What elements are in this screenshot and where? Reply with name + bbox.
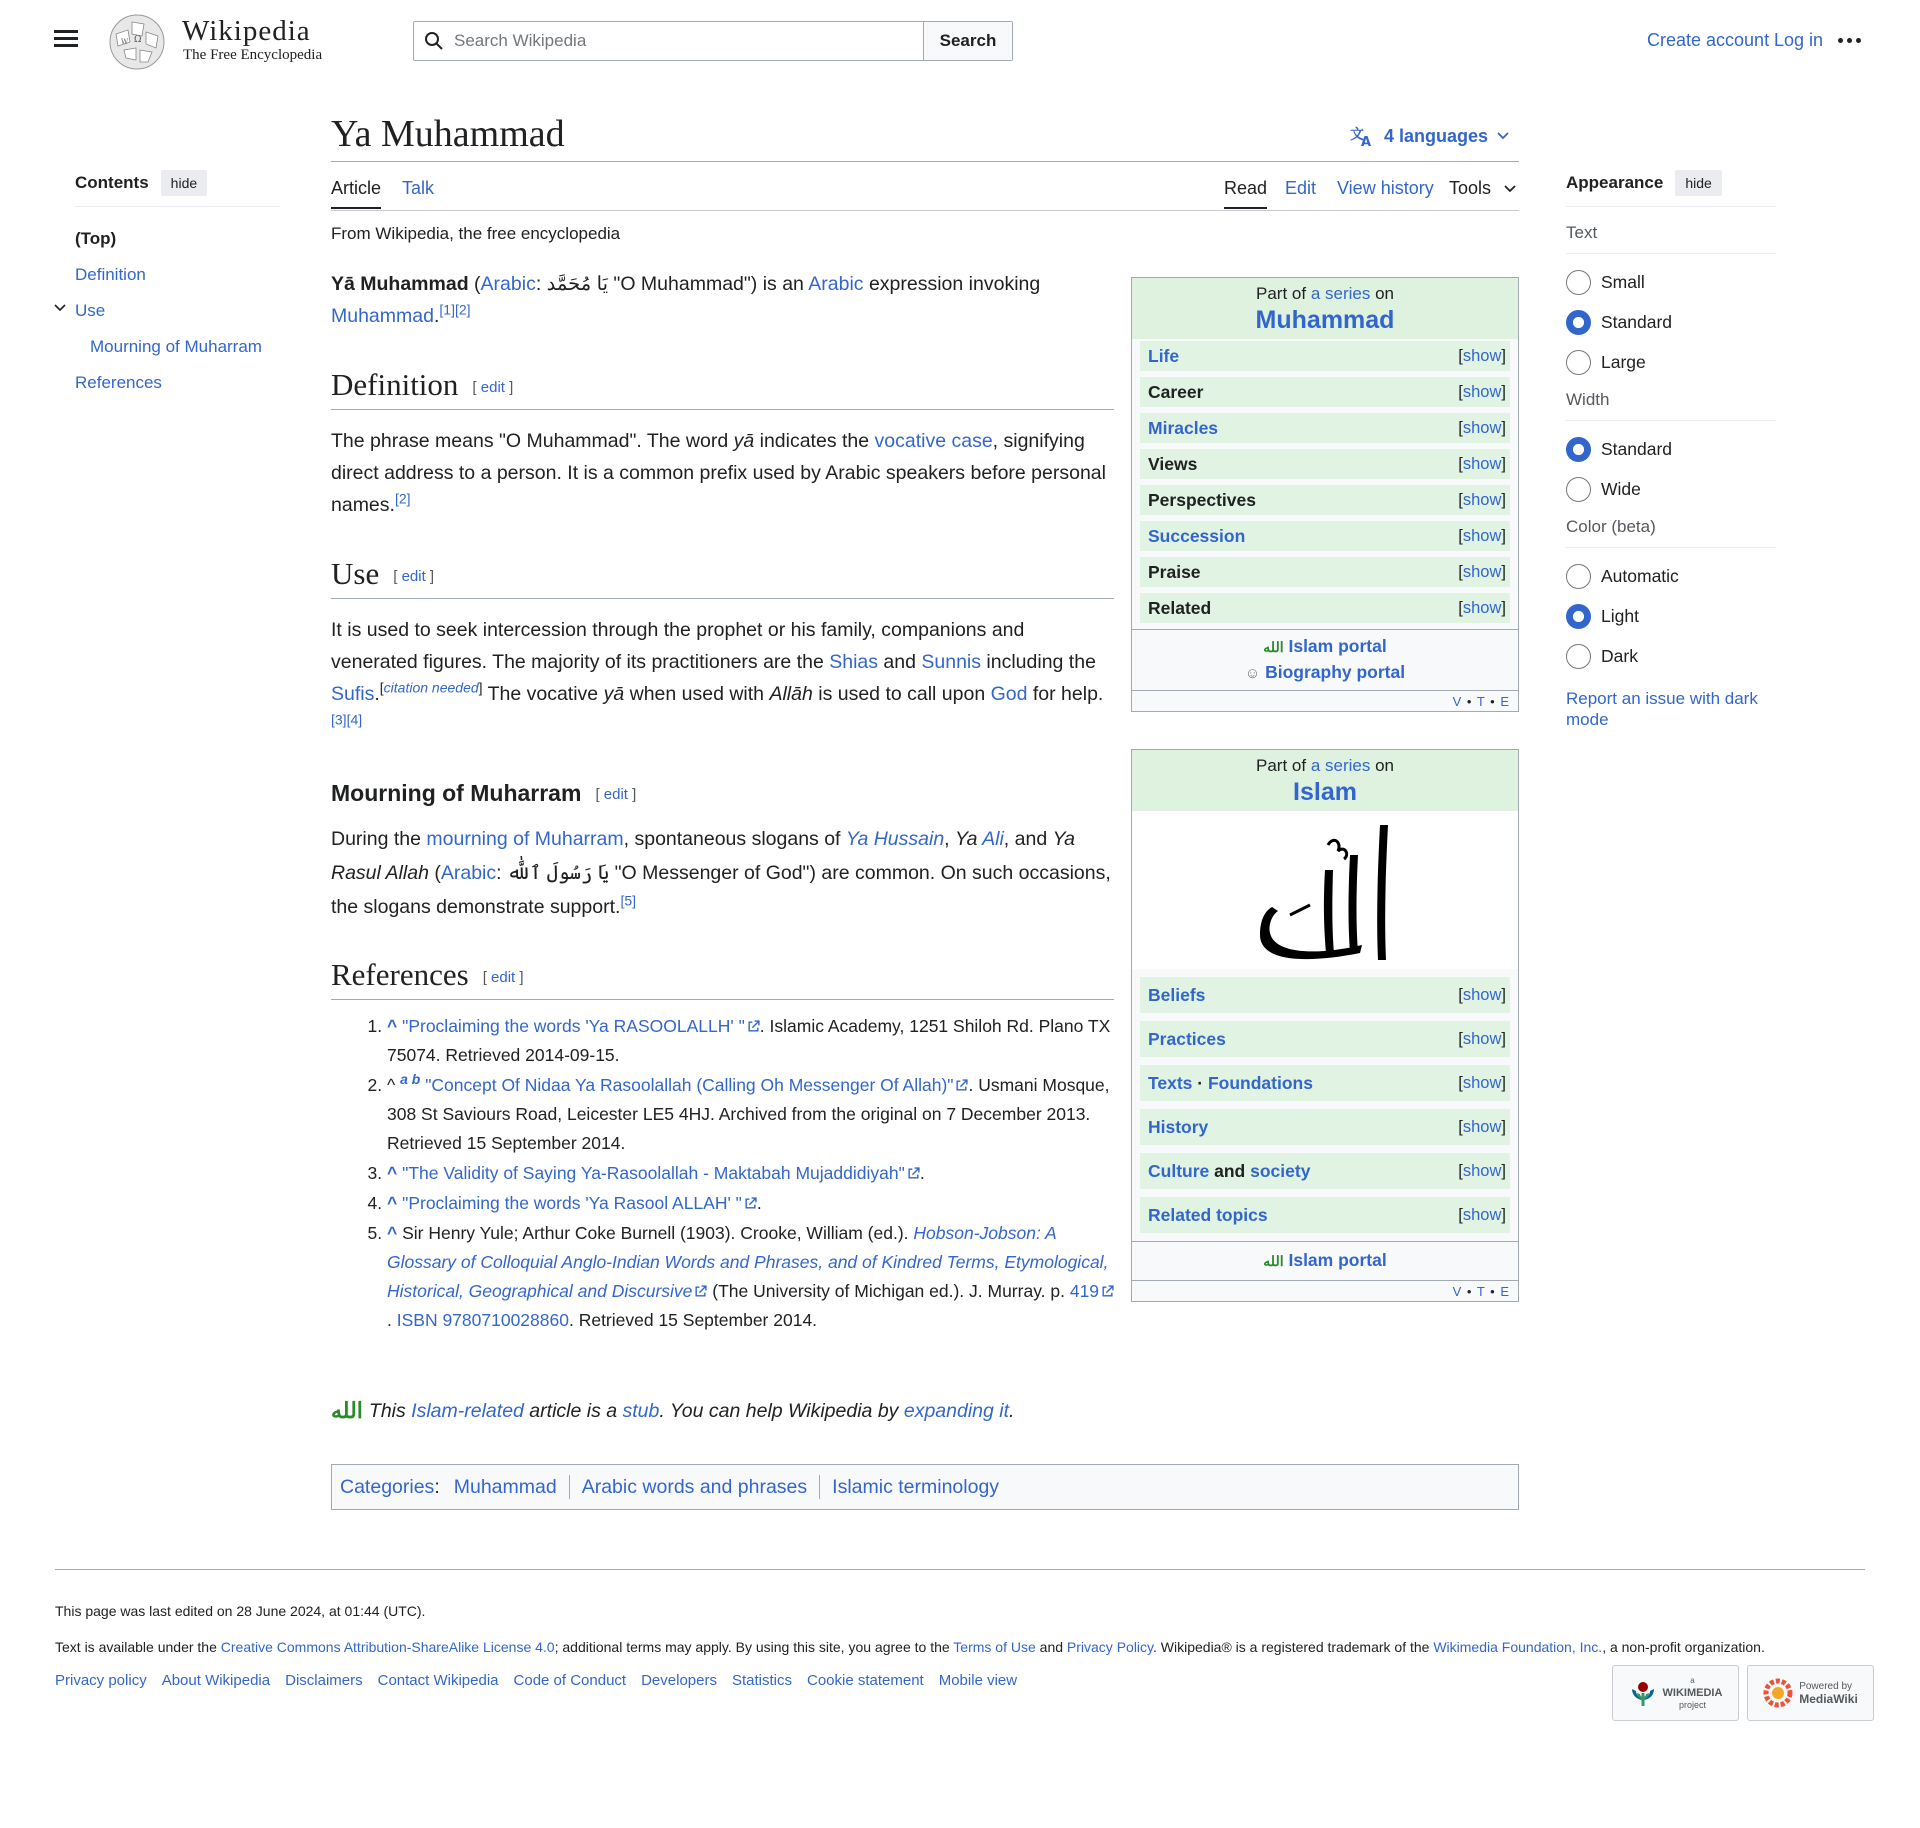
expanding-it-link[interactable]: expanding it xyxy=(903,1399,1010,1422)
talk-template-link[interactable]: T xyxy=(1476,694,1486,709)
powered-by-mediawiki-badge[interactable] xyxy=(1747,1665,1874,1721)
mediawiki-logo-icon xyxy=(1763,1678,1793,1708)
link-mourning-of-muharram[interactable]: mourning of Muharram xyxy=(426,828,624,850)
footer-link[interactable]: Disclaimers xyxy=(285,1672,363,1689)
reference-link[interactable]: "The Validity of Saying Ya-Rasoolallah - Maktabah Mujaddidiyah" xyxy=(402,1163,905,1183)
infobox-row[interactable]: Succession [show] xyxy=(1140,521,1510,551)
svg-text:W: W xyxy=(121,38,129,46)
backlink-caret[interactable]: ^ xyxy=(387,1016,398,1036)
privacy-policy-link[interactable]: Privacy Policy xyxy=(1066,1639,1153,1655)
text: when used with xyxy=(624,683,770,705)
heading-text: Use xyxy=(331,556,380,591)
svg-text:A: A xyxy=(1361,135,1372,147)
text: . xyxy=(919,1163,925,1183)
page-title: Ya Muhammad xyxy=(331,113,565,155)
svg-text:Ω: Ω xyxy=(134,35,142,45)
islam-portal-link[interactable]: Islam portal xyxy=(1288,1250,1387,1270)
toc-item-references[interactable] xyxy=(75,365,280,401)
text: The vocative xyxy=(482,683,604,705)
text: Powered by xyxy=(1799,1681,1853,1692)
heading-text: References xyxy=(331,957,469,992)
backlink-caret[interactable]: ^ xyxy=(387,1223,398,1243)
infobox-header xyxy=(1132,750,1518,811)
show-toggle[interactable]: show xyxy=(1462,1029,1502,1048)
row-label-texts[interactable]: Texts xyxy=(1148,1072,1193,1093)
toc-item-use[interactable] xyxy=(75,293,280,329)
backlink-letters[interactable]: a b xyxy=(400,1071,421,1088)
search-icon xyxy=(414,22,454,60)
row-label-foundations[interactable]: Foundations xyxy=(1207,1072,1313,1093)
show-toggle[interactable]: show xyxy=(1462,346,1502,365)
citation-link[interactable]: [2] xyxy=(394,490,411,507)
stub-link[interactable]: stub xyxy=(622,1399,660,1422)
show-toggle[interactable]: show xyxy=(1462,526,1502,545)
last-edited: This page was last edited on 28 June 2024, at 01:44 (UTC). xyxy=(55,1603,426,1619)
infobox-row[interactable]: Career [show] xyxy=(1140,377,1510,407)
toc-item-muharram[interactable] xyxy=(75,329,280,365)
log-in-link[interactable]: Log in xyxy=(1774,30,1824,50)
section-heading-use: Use [ edit ] xyxy=(331,556,1114,599)
text: : يَا رَسُولَ ٱللَّٰه "O Messenger of God") are common. On such occasions, the slogans demonstrate support. xyxy=(331,862,1111,918)
text: expression invoking xyxy=(863,273,1041,295)
link-arabic[interactable]: Arabic xyxy=(480,273,536,295)
wikipedia-wordmark[interactable]: Wikipedia xyxy=(182,15,311,47)
external-link-icon xyxy=(955,1079,968,1092)
toc-link-references[interactable]: References xyxy=(75,373,162,392)
terms-link[interactable]: Terms of Use xyxy=(953,1639,1036,1655)
footer-link[interactable]: Privacy policy xyxy=(55,1672,147,1689)
isbn-link[interactable]: ISBN 9780710028860 xyxy=(396,1310,569,1330)
main-menu-button[interactable] xyxy=(52,26,80,54)
section-heading-definition: Definition [ edit ] xyxy=(331,367,1114,410)
link-ali[interactable]: Ali xyxy=(982,828,1004,850)
text: , spontaneous slogans of xyxy=(623,828,846,850)
infobox-row[interactable]: Related topics [show] xyxy=(1140,1197,1510,1233)
languages-label[interactable]: 4 languages xyxy=(1384,125,1489,146)
portal-links xyxy=(1132,1241,1518,1280)
wikimedia-project-badge[interactable] xyxy=(1612,1665,1739,1721)
radio-circle-selected[interactable] xyxy=(1566,437,1591,462)
tab-talk[interactable]: Talk xyxy=(402,178,435,198)
row-label[interactable]: Miracles xyxy=(1148,417,1219,438)
row-label[interactable]: Practices xyxy=(1148,1028,1226,1049)
infobox-row[interactable]: Related [show] xyxy=(1140,593,1510,623)
infobox-row[interactable]: Praise [show] xyxy=(1140,557,1510,587)
license-text xyxy=(55,1639,1885,1655)
text: Part of xyxy=(1256,756,1311,775)
text: , signifying direct address to a person. It is a common prefix used by Arabic speakers before personal names. xyxy=(331,430,1106,516)
report-dark-mode-link[interactable]: Report an issue with dark mode xyxy=(1566,689,1758,729)
radio-circle[interactable] xyxy=(1566,350,1591,375)
heading-text: Definition xyxy=(331,367,459,402)
show-toggle[interactable]: show xyxy=(1462,418,1502,437)
toc-item-top[interactable]: (Top) xyxy=(75,229,117,248)
toc-title: Contents xyxy=(75,173,149,192)
footer-link[interactable]: About Wikipedia xyxy=(161,1672,271,1689)
more-options-icon[interactable] xyxy=(1838,30,1868,50)
footer-link[interactable]: Developers xyxy=(641,1672,717,1689)
text: . xyxy=(433,305,440,327)
text: yā xyxy=(603,683,625,705)
portrait-icon: ☺ xyxy=(1244,665,1261,682)
external-link-icon xyxy=(907,1167,920,1180)
citation-link[interactable]: [1][2] xyxy=(439,301,471,318)
category-link[interactable]: Muhammad xyxy=(453,1475,557,1498)
reference-link[interactable]: Hobson-Jobson: A Glossary of Colloquial Anglo-Indian Words and Phrases, and of Kindred Terms, Etymological, Historical, Geographical and Discursive xyxy=(387,1223,1109,1301)
radio-label: Automatic xyxy=(1601,565,1679,586)
definition-paragraph xyxy=(331,425,1116,521)
link-sufis[interactable]: Sufis xyxy=(331,683,375,705)
infobox-row[interactable]: Culture and society [show] xyxy=(1140,1153,1510,1189)
tools-label[interactable]: Tools xyxy=(1449,178,1492,198)
row-label: Related xyxy=(1148,597,1212,618)
text: . xyxy=(387,1310,397,1330)
show-toggle[interactable]: show xyxy=(1462,985,1502,1004)
footer-divider xyxy=(55,1569,1865,1570)
series-link[interactable]: a series xyxy=(1310,284,1371,303)
show-toggle[interactable]: show xyxy=(1462,490,1502,509)
tab-view-history[interactable]: View history xyxy=(1337,178,1434,198)
link-god[interactable]: God xyxy=(990,683,1028,705)
show-toggle[interactable]: show xyxy=(1462,1161,1502,1180)
text: and xyxy=(878,651,922,673)
stub-notice xyxy=(331,1398,1014,1424)
series-subject-link[interactable]: Islam xyxy=(1293,778,1357,806)
text: . Usmani Mosque, 308 St Saviours Road, Leicester LE5 4HJ. Archived from the original on 7 December 2013. Retrieved 15 September 2014. xyxy=(387,1075,1110,1153)
text: . Wikipedia® is a registered trademark of the xyxy=(1153,1639,1434,1655)
text: Ya Rasul Allah xyxy=(331,828,1075,884)
series-subject-link[interactable]: Muhammad xyxy=(1255,306,1395,334)
link-vocative-case[interactable]: vocative case xyxy=(874,430,993,452)
infobox-row[interactable]: Practices [show] xyxy=(1140,1021,1510,1057)
text: ( xyxy=(428,862,441,884)
wikipedia-tagline: The Free Encyclopedia xyxy=(183,47,323,63)
tools-menu[interactable] xyxy=(1449,178,1517,207)
create-account-link[interactable]: Create account xyxy=(1647,30,1770,50)
language-selector[interactable] xyxy=(1350,125,1510,147)
radio-circle[interactable] xyxy=(1566,644,1591,669)
row-label: Views xyxy=(1148,453,1198,474)
text: on xyxy=(1370,284,1394,303)
lead-bold-term: Yā Muhammad xyxy=(331,273,469,295)
show-toggle[interactable]: show xyxy=(1462,1205,1502,1224)
row-label[interactable]: Related topics xyxy=(1148,1204,1268,1225)
view-template-link[interactable]: V xyxy=(1452,1284,1463,1299)
navbox-vte: V • T • E xyxy=(1132,1280,1518,1301)
page-link[interactable]: 419 xyxy=(1069,1281,1100,1301)
text: for help. xyxy=(1027,683,1104,705)
text: ; additional terms may apply. By using this site, you agree to the xyxy=(554,1639,954,1655)
edit-section-link[interactable]: edit xyxy=(603,786,628,804)
backlink-caret[interactable]: ^ xyxy=(387,1193,398,1213)
text: Text is available under the xyxy=(55,1639,221,1655)
show-toggle[interactable]: show xyxy=(1462,562,1502,581)
text: (The University of Michigan ed.). J. Murray. p. xyxy=(707,1281,1070,1301)
edit-section-link[interactable]: edit xyxy=(480,379,505,397)
text: During the xyxy=(331,828,427,850)
text: Allāh xyxy=(769,683,813,705)
radio-label: Wide xyxy=(1601,478,1641,499)
radio-circle[interactable] xyxy=(1566,564,1591,589)
infobox-row[interactable]: Perspectives [show] xyxy=(1140,485,1510,515)
wikimedia-logo-icon xyxy=(1629,1679,1657,1707)
footer-links xyxy=(55,1672,1017,1689)
edit-section-link[interactable]: edit xyxy=(401,568,426,586)
appearance-panel xyxy=(1566,170,1776,730)
edit-template-link[interactable]: E xyxy=(1500,1284,1510,1299)
text: , a non-profit organization. xyxy=(1602,1639,1765,1655)
infobox-row[interactable]: Beliefs [show] xyxy=(1140,977,1510,1013)
radio-circle[interactable] xyxy=(1566,477,1591,502)
row-label[interactable]: Succession xyxy=(1148,525,1246,546)
radio-label: Standard xyxy=(1601,311,1673,332)
text: . Retrieved 15 September 2014. xyxy=(568,1310,818,1330)
text: . You can help Wikipedia by xyxy=(659,1399,904,1422)
text: and xyxy=(1214,1160,1246,1181)
text: is used to call upon xyxy=(812,683,991,705)
text: indicates the xyxy=(754,430,875,452)
view-template-link[interactable]: V xyxy=(1452,694,1463,709)
text: project xyxy=(1678,1700,1706,1710)
text-size-label: Text xyxy=(1566,223,1776,254)
text: ( xyxy=(468,273,481,295)
appearance-title: Appearance xyxy=(1566,173,1664,192)
series-link[interactable]: a series xyxy=(1310,756,1371,775)
link-sunnis[interactable]: Sunnis xyxy=(921,651,981,673)
external-link-icon xyxy=(1101,1285,1114,1298)
link-arabic[interactable]: Arabic xyxy=(440,862,497,884)
reference-item xyxy=(387,1219,1117,1335)
text: , and xyxy=(1003,828,1053,850)
footer-link[interactable]: Mobile view xyxy=(938,1672,1018,1689)
infobox-row[interactable]: Views [show] xyxy=(1140,449,1510,479)
row-label[interactable]: History xyxy=(1148,1116,1209,1137)
license-link[interactable]: Creative Commons Attribution-ShareAlike License 4.0 xyxy=(220,1639,555,1655)
tab-article[interactable]: Article xyxy=(331,178,381,209)
external-link-icon xyxy=(694,1285,707,1298)
infobox-islam-series xyxy=(1131,749,1519,1302)
text: Ya xyxy=(955,828,983,850)
backlink-caret[interactable]: ^ xyxy=(387,1163,398,1183)
search-box xyxy=(413,21,1013,61)
text: It is used to seek intercession through the prophet or his family, companions and venerated figures. The majority of its practitioners are the xyxy=(331,619,1025,673)
reference-link[interactable]: "Concept Of Nidaa Ya Rasoolallah (Calling Oh Messenger Of Allah)" xyxy=(425,1075,954,1095)
tab-read[interactable]: Read xyxy=(1224,178,1267,209)
radio-text-small[interactable] xyxy=(1566,262,1776,302)
text: and xyxy=(1035,1639,1067,1655)
row-label: Career xyxy=(1148,381,1204,402)
radio-color-automatic[interactable] xyxy=(1566,556,1776,596)
link-ya-hussain[interactable]: Ya Hussain xyxy=(845,828,945,850)
site-subtitle: From Wikipedia, the free encyclopedia xyxy=(331,224,621,243)
radio-width-standard[interactable] xyxy=(1566,429,1776,469)
link-arabic-language[interactable]: Arabic xyxy=(808,273,864,295)
reference-item xyxy=(387,1159,1117,1188)
citation-needed-link[interactable]: citation needed xyxy=(383,679,479,696)
allah-calligraphy-image xyxy=(1132,811,1518,969)
radio-text-large[interactable] xyxy=(1566,342,1776,382)
row-label[interactable]: Life xyxy=(1148,345,1180,366)
footer-link[interactable]: Cookie statement xyxy=(806,1672,924,1689)
category-link[interactable]: Islamic terminology xyxy=(832,1475,1000,1498)
biography-portal-link[interactable]: Biography portal xyxy=(1265,662,1406,682)
toc-item-definition[interactable] xyxy=(75,257,280,293)
radio-color-dark[interactable] xyxy=(1566,636,1776,676)
toc-hide-button[interactable]: hide xyxy=(161,170,207,196)
show-toggle[interactable]: show xyxy=(1462,454,1502,473)
infobox-row[interactable]: Life [show] xyxy=(1140,341,1510,371)
portal-links xyxy=(1132,629,1518,690)
text: . xyxy=(756,1193,762,1213)
reference-item xyxy=(387,1012,1117,1070)
chevron-down-icon xyxy=(1503,184,1517,194)
text: WIKIMEDIA xyxy=(1662,1687,1723,1699)
text: on xyxy=(1370,756,1394,775)
row-label-society[interactable]: society xyxy=(1250,1160,1311,1181)
tab-edit[interactable]: Edit xyxy=(1285,178,1317,198)
row-label[interactable]: Beliefs xyxy=(1148,984,1206,1005)
translate-icon xyxy=(1350,125,1376,147)
radio-label: Small xyxy=(1601,271,1645,292)
chevron-down-icon[interactable] xyxy=(53,303,67,313)
islam-related-link[interactable]: Islam-related xyxy=(411,1399,524,1422)
row-label-culture[interactable]: Culture xyxy=(1148,1160,1210,1181)
radio-circle-selected[interactable] xyxy=(1566,310,1591,335)
text: The phrase means "O Muhammad". The word xyxy=(331,430,734,452)
text: . xyxy=(374,683,380,705)
allah-calligraphy-icon: الله xyxy=(1263,1253,1284,1269)
tabs-divider xyxy=(331,210,1519,211)
link-shias[interactable]: Shias xyxy=(829,651,878,673)
use-paragraph: It is used to seek intercession through the prophet or his family, companions and venerated figures. The majority of its practitioners are the Shias and Sunnis including the Sufis.[citation needed] The vocative yā when used with Allāh is used to call upon God for help.[3][4] xyxy=(331,619,1104,728)
search-button[interactable]: Search xyxy=(923,22,1012,60)
radio-text-standard[interactable] xyxy=(1566,302,1776,342)
radio-label: Large xyxy=(1601,351,1646,372)
text: Sir Henry Yule; Arthur Coke Burnell (1903). Crooke, William (ed.). xyxy=(402,1223,914,1243)
text: including the xyxy=(981,651,1096,673)
radio-label: Light xyxy=(1601,605,1639,626)
text: . Islamic Academy, 1251 Shiloh Rd. Plano TX 75074. Retrieved 2014-09-15. xyxy=(387,1016,1111,1065)
text: , xyxy=(944,828,956,850)
infobox-row[interactable]: Miracles [show] xyxy=(1140,413,1510,443)
color-label: Color (beta) xyxy=(1566,517,1776,548)
allah-calligraphy-icon: الله xyxy=(1263,639,1284,655)
radio-width-wide[interactable] xyxy=(1566,469,1776,509)
chevron-down-icon xyxy=(1496,131,1510,141)
categories-box: Categories : Muhammad Arabic words and phrases Islamic terminology xyxy=(331,1464,1519,1510)
show-toggle[interactable]: show xyxy=(1462,382,1502,401)
external-link-icon xyxy=(744,1197,757,1210)
svg-text:文: 文 xyxy=(1350,127,1364,143)
toc-link-muharram[interactable]: Mourning of Muharram xyxy=(90,337,262,356)
radio-circle[interactable] xyxy=(1566,270,1591,295)
text: a xyxy=(1690,1676,1695,1685)
row-label: Perspectives xyxy=(1148,489,1256,510)
citation-link[interactable]: [3][4] xyxy=(331,711,363,728)
allah-calligraphy-icon: الله xyxy=(331,1398,363,1423)
lead-paragraph xyxy=(331,268,1116,332)
text: MediaWiki xyxy=(1799,1692,1858,1706)
toc-link-use[interactable]: Use xyxy=(75,301,106,320)
text: . xyxy=(1009,1399,1015,1422)
search-input[interactable] xyxy=(454,22,923,60)
heading-text: Mourning of Muharram xyxy=(331,780,582,806)
edit-section-link[interactable]: edit xyxy=(491,969,516,987)
navbox-vte: V • T • E xyxy=(1132,690,1518,711)
footer-link[interactable]: Statistics xyxy=(731,1672,792,1689)
link-muhammad[interactable]: Muhammad xyxy=(331,305,434,327)
section-heading-references: References [ edit ] xyxy=(331,957,1114,1000)
infobox-row[interactable]: Texts · Foundations [show] xyxy=(1140,1065,1510,1101)
reference-list xyxy=(367,1012,1117,1336)
show-toggle[interactable]: show xyxy=(1462,1117,1502,1136)
show-toggle[interactable]: show xyxy=(1462,1073,1502,1092)
radio-color-light[interactable] xyxy=(1566,596,1776,636)
edit-template-link[interactable]: E xyxy=(1500,694,1510,709)
infobox-header xyxy=(1132,278,1518,339)
talk-template-link[interactable]: T xyxy=(1476,1284,1486,1299)
radio-label: Dark xyxy=(1601,645,1638,666)
text: Part of xyxy=(1256,284,1311,303)
citation-link[interactable]: [5] xyxy=(620,892,637,909)
radio-label: Standard xyxy=(1601,438,1673,459)
infobox-muhammad-series xyxy=(1131,277,1519,712)
islam-portal-link[interactable]: Islam portal xyxy=(1288,636,1387,656)
text: yā xyxy=(733,430,755,452)
reference-link[interactable]: "Proclaiming the words 'Ya Rasool ALLAH' " xyxy=(402,1193,742,1213)
reference-link[interactable]: "Proclaiming the words 'Ya RASOOLALLH' " xyxy=(402,1016,745,1036)
external-link-icon xyxy=(747,1020,760,1033)
table-of-contents xyxy=(75,170,280,401)
category-link[interactable]: Arabic words and phrases xyxy=(581,1475,808,1498)
width-label: Width xyxy=(1566,390,1776,421)
toc-link-definition[interactable]: Definition xyxy=(75,265,146,284)
muharram-paragraph xyxy=(331,822,1116,924)
categories-label-link[interactable]: Categories xyxy=(340,1475,435,1498)
row-label: Praise xyxy=(1148,561,1201,582)
show-toggle[interactable]: show xyxy=(1462,598,1502,617)
text: article is a xyxy=(523,1399,623,1422)
footer-link[interactable]: Code of Conduct xyxy=(513,1672,627,1689)
allah-calligraphy-icon xyxy=(1250,815,1400,965)
footer-link[interactable]: Contact Wikipedia xyxy=(377,1672,499,1689)
wikipedia-globe-logo[interactable] xyxy=(106,12,168,70)
radio-circle-selected[interactable] xyxy=(1566,604,1591,629)
title-divider xyxy=(331,161,1519,162)
reference-item: 2. ^ $^{a b}$ "Concept Of Nidaa Ya Rasoolallah (Calling Oh Messenger Of Allah)" . Usmani Mosque, 308 St Saviours Road, Leicester LE5 4HJ. Archived from the original on 7 December 2013. Retrieved 15 September 2014. xyxy=(387,1071,1117,1158)
text: This xyxy=(368,1399,412,1422)
wikimedia-foundation-link[interactable]: Wikimedia Foundation, Inc. xyxy=(1433,1639,1603,1655)
text: : يَا مُحَمَّد "O Muhammad") is an xyxy=(535,273,809,295)
infobox-row[interactable]: History [show] xyxy=(1140,1109,1510,1145)
section-heading-muharram: Mourning of Muharram [ edit ] xyxy=(331,780,637,806)
appearance-hide-button[interactable]: hide xyxy=(1675,170,1721,196)
reference-item xyxy=(387,1189,1117,1218)
